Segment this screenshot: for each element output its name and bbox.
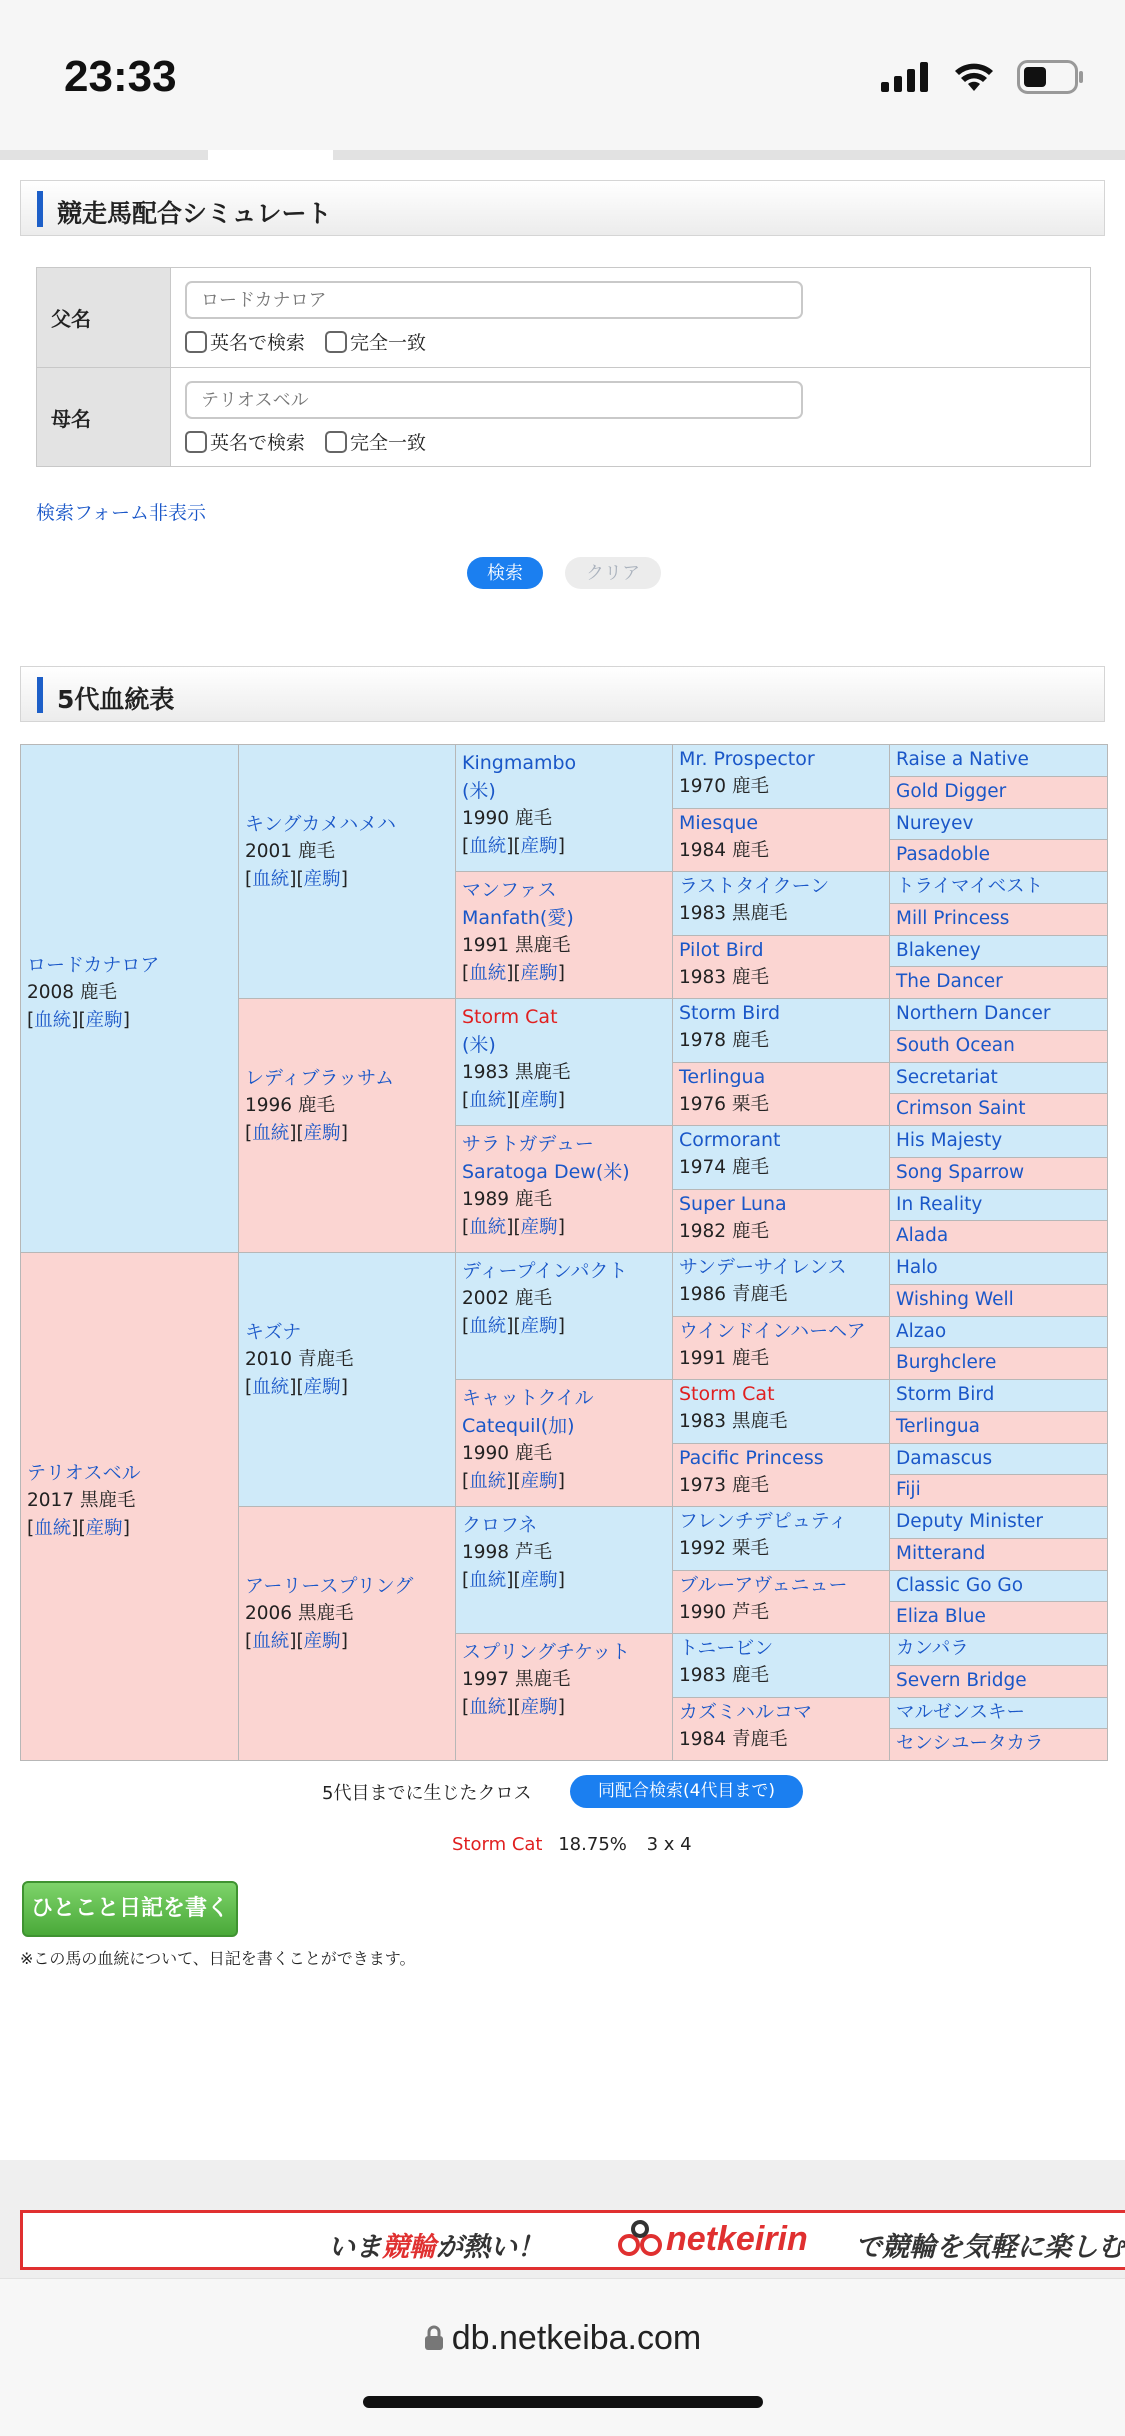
blood-link[interactable]: 血統 (252, 1377, 290, 1398)
pedigree-cell-g4 (672, 871, 890, 936)
horse-links: [血統][産駒] (462, 1217, 565, 1238)
horse-info: 1986 青鹿毛 (679, 1284, 788, 1305)
horse-name-link[interactable]: Terlingua (896, 1415, 980, 1437)
horse-name-link[interactable]: Storm Bird (679, 1002, 781, 1024)
pedigree-cell-g3 (455, 1379, 673, 1507)
horse-name-link[interactable]: Burghclere (896, 1352, 997, 1374)
status-bar (0, 0, 1125, 150)
pedigree-cell-g5 (889, 839, 1108, 872)
blood-link[interactable]: 血統 (34, 1518, 72, 1539)
horse-name-link[interactable]: ラストタイクーン (679, 875, 830, 897)
horse-info: 1984 青鹿毛 (679, 1728, 788, 1750)
pedigree-cell-g5 (889, 1157, 1108, 1190)
ad-text (328, 2225, 544, 2264)
foals-link[interactable]: 産駒 (303, 869, 341, 890)
horse-name-link[interactable]: アーリースプリング (245, 1575, 414, 1597)
horse-links: [血統][産駒] (245, 1631, 348, 1652)
pedigree-cell-g4 (672, 1189, 890, 1254)
pedigree-cell-g5 (889, 1728, 1108, 1761)
blood-link[interactable]: 血統 (252, 869, 290, 890)
horse-name-link[interactable]: カンパラ (896, 1638, 969, 1659)
horse-name-link[interactable]: Classic Go Go (896, 1574, 1024, 1596)
netkeirin-logo (618, 2219, 808, 2259)
horse-links: [血統][産駒] (245, 1377, 348, 1398)
horse-name-link[interactable]: Miesque (679, 811, 759, 834)
horse-info: 1990 芦毛 (679, 1601, 769, 1623)
pedigree-cell-g5 (889, 1189, 1108, 1222)
horse-alt-name[interactable]: (米) (462, 780, 496, 802)
horse-info: 1996 鹿毛 (245, 1095, 335, 1116)
horse-name-link[interactable]: Mitterand (896, 1542, 986, 1564)
cross-percent: 18.75% (558, 1834, 627, 1855)
pedigree-cell-g4 (672, 1062, 890, 1127)
horse-name-link[interactable]: Severn Bridge (896, 1669, 1027, 1691)
foals-link[interactable]: 産駒 (520, 1217, 558, 1238)
horse-links: [血統][産駒] (462, 963, 565, 984)
pedigree-cell-g5 (889, 744, 1108, 777)
horse-alt-name[interactable]: Catequil(加) (462, 1415, 575, 1437)
sire-label: 父名 (37, 268, 171, 367)
horse-info: 2006 黒鹿毛 (245, 1603, 354, 1624)
browser-url-bar[interactable] (0, 2278, 1125, 2436)
dam-label: 母名 (37, 368, 171, 466)
pedigree-cell-g4 (672, 1443, 890, 1508)
horse-info: 2017 黒鹿毛 (27, 1490, 136, 1511)
pedigree-cell-g5 (889, 1316, 1108, 1349)
pedigree-cell-g3 (455, 1125, 673, 1253)
horse-info: 2001 鹿毛 (245, 841, 335, 862)
pedigree-cell-g5 (889, 903, 1108, 936)
pedigree-cell-g4 (672, 1633, 890, 1698)
battery-icon (1017, 60, 1085, 94)
bicycle-icon (618, 2219, 662, 2259)
horse-info: 1997 黒鹿毛 (462, 1669, 571, 1690)
horse-info: 1998 芦毛 (462, 1542, 552, 1563)
pedigree-section-header (20, 666, 1105, 722)
pedigree-cell-g5 (889, 1284, 1108, 1317)
horse-info: 1973 鹿毛 (679, 1474, 769, 1496)
simulate-section-header (20, 180, 1105, 236)
lock-icon (424, 2325, 444, 2351)
blood-link[interactable]: 血統 (469, 1471, 507, 1492)
horse-name-link[interactable]: Damascus (896, 1447, 993, 1469)
pedigree-cell-g5 (889, 1570, 1108, 1603)
horse-name-link[interactable]: フレンチデピュティ (679, 1510, 848, 1532)
pedigree-cell-g5 (889, 1220, 1108, 1253)
pedigree-cell-g3 (455, 1633, 673, 1761)
clear-button[interactable]: クリア (565, 557, 661, 589)
pedigree-cell-g3 (455, 1506, 673, 1634)
dam-exact-checkbox[interactable] (325, 428, 426, 455)
checkbox-label: 完全一致 (350, 332, 427, 354)
cross-label: 5代目までに生じたクロス (322, 1783, 532, 1804)
horse-name-link[interactable]: Cormorant (679, 1129, 781, 1151)
blood-link[interactable]: 血統 (469, 1697, 507, 1718)
pedigree-cell-g5 (889, 1411, 1108, 1444)
checkbox-label: 英名で検索 (210, 332, 306, 354)
foals-link[interactable]: 産駒 (303, 1631, 341, 1652)
write-diary-button[interactable]: ひとこと日記を書く (22, 1881, 238, 1937)
horse-name-link[interactable]: ロードカナロア (27, 954, 160, 976)
horse-name-link[interactable]: Blakeney (896, 939, 981, 961)
pedigree-cell-g5 (889, 998, 1108, 1031)
pedigree-cell-g3 (455, 744, 673, 872)
horse-name-link[interactable]: Storm Bird (896, 1384, 995, 1405)
ad-pre: いま (328, 2232, 382, 2263)
horse-name-link[interactable]: サラトガデュー (462, 1133, 594, 1155)
horse-info: 1982 鹿毛 (679, 1220, 769, 1242)
horse-info: 2002 鹿毛 (462, 1288, 552, 1309)
pedigree-cell-g5 (889, 1443, 1108, 1476)
horse-info: 1992 栗毛 (679, 1538, 769, 1559)
horse-name-link[interactable]: Secretariat (896, 1066, 998, 1088)
sire-input[interactable] (185, 281, 803, 319)
horse-alt-name[interactable]: Manfath(愛) (462, 907, 574, 929)
pedigree-title: 5代血統表 (57, 685, 175, 714)
horse-info: 2010 青鹿毛 (245, 1349, 354, 1370)
horse-info: 1991 黒鹿毛 (462, 935, 571, 956)
blood-link[interactable]: 血統 (469, 1217, 507, 1238)
active-tab[interactable] (208, 150, 333, 160)
checkbox-label: 英名で検索 (210, 432, 306, 454)
pedigree-cell-g1 (20, 744, 239, 1253)
pedigree-cell-g5 (889, 1252, 1108, 1285)
horse-name-link[interactable]: センシユータカラ (896, 1733, 1044, 1755)
horse-name-link[interactable]: マルゼンスキー (896, 1701, 1025, 1723)
horse-name-link[interactable]: マンファス (462, 879, 557, 901)
pedigree-cell-g1 (20, 1252, 239, 1761)
pedigree-cell-g5 (889, 1538, 1108, 1571)
pedigree-cell-g5 (889, 1506, 1108, 1539)
same-cross-search-button[interactable]: 同配合検索(4代目まで) (570, 1775, 803, 1808)
horse-name-link[interactable]: In Reality (896, 1193, 983, 1215)
horse-name-link[interactable]: カズミハルコマ (679, 1700, 813, 1723)
horse-name-link[interactable]: トニービン (679, 1637, 774, 1659)
pedigree-cell-g5 (889, 1062, 1108, 1095)
section-bar (37, 191, 43, 227)
foals-link[interactable]: 産駒 (520, 1471, 558, 1492)
pedigree-cell-g5 (889, 1030, 1108, 1063)
logo-text: netkeirin (666, 2219, 808, 2258)
horse-name-link[interactable]: ディープインパクト (462, 1260, 628, 1282)
pedigree-cell-g4 (672, 935, 890, 1000)
pedigree-cell-g4 (672, 744, 890, 809)
horse-name-link[interactable]: Song Sparrow (896, 1161, 1025, 1183)
horse-name-link[interactable]: キャットクイル (462, 1387, 594, 1409)
horse-info: 1991 鹿毛 (679, 1347, 769, 1369)
netkeirin-ad-banner[interactable] (20, 2210, 1125, 2270)
url-value: db.netkeiba.com (451, 2319, 702, 2357)
foals-link[interactable]: 産駒 (85, 1518, 123, 1539)
ad-highlight: 競輪 (382, 2232, 436, 2263)
horse-name-link[interactable]: Kingmambo (462, 752, 577, 774)
horse-links: [血統][産駒] (462, 1697, 565, 1718)
sire-row (37, 268, 1090, 367)
horse-info: 1970 鹿毛 (679, 776, 769, 797)
horse-name-link[interactable]: Mr. Prospector (679, 748, 815, 770)
status-time: 23:33 (64, 52, 177, 101)
foals-link[interactable]: 産駒 (520, 1316, 558, 1337)
pedigree-cell-g5 (889, 1697, 1108, 1730)
horse-name-link[interactable]: Super Luna (679, 1192, 787, 1215)
blood-link[interactable]: 血統 (252, 1123, 290, 1144)
horse-name-link[interactable]: Fiji (896, 1479, 921, 1501)
blood-link[interactable]: 血統 (469, 1570, 507, 1591)
foals-link[interactable]: 産駒 (520, 836, 558, 857)
horse-name-link[interactable]: クロフネ (462, 1514, 538, 1536)
checkbox-box[interactable] (325, 431, 347, 453)
horse-links: [血統][産駒] (462, 1090, 565, 1111)
tab-strip (0, 150, 1125, 160)
pedigree-cell-g4 (672, 1316, 890, 1381)
horse-info: 2008 鹿毛 (27, 982, 117, 1003)
pedigree-cell-g4 (672, 1697, 890, 1762)
horse-name-link[interactable]: Halo (896, 1257, 938, 1278)
horse-name-link[interactable]: Eliza Blue (896, 1606, 986, 1628)
blood-link[interactable]: 血統 (469, 836, 507, 857)
diary-note: ※この馬の血統について、日記を書くことができます。 (20, 1949, 416, 1968)
pedigree-cell-g5 (889, 776, 1108, 809)
horse-name-link[interactable]: Raise a Native (896, 749, 1029, 770)
foals-link[interactable]: 産駒 (520, 1090, 558, 1111)
horse-info: 1983 黒鹿毛 (462, 1062, 571, 1083)
pedigree-cell-g5 (889, 1125, 1108, 1158)
horse-links: [血統][産駒] (462, 836, 565, 857)
pedigree-cell-g2 (238, 1252, 456, 1507)
sire-english-checkbox[interactable] (185, 328, 305, 355)
cross-row (452, 1834, 692, 1855)
pedigree-cell-g5 (889, 1474, 1108, 1507)
horse-name-link[interactable]: ウインドインハーヘア (679, 1319, 866, 1342)
checkbox-label: 完全一致 (350, 432, 427, 454)
pedigree-cell-g5 (889, 1633, 1108, 1666)
horse-name-link[interactable]: The Dancer (896, 971, 1003, 993)
cross-horse-link[interactable]: Storm Cat (452, 1834, 543, 1855)
cross-pattern: 3 x 4 (646, 1834, 692, 1855)
url-text (0, 2319, 1125, 2358)
horse-name-link[interactable]: Alzao (896, 1320, 947, 1342)
horse-name-link[interactable]: Alada (896, 1225, 949, 1247)
pedigree-cell-g5 (889, 1665, 1108, 1698)
pedigree-cell-g5 (889, 1601, 1108, 1634)
horse-info: 1983 鹿毛 (679, 966, 769, 988)
horse-links: [血統][産駒] (27, 1010, 130, 1031)
pedigree-cell-g5 (889, 871, 1108, 904)
home-indicator (363, 2396, 763, 2408)
pedigree-cell-g5 (889, 966, 1108, 999)
ad-tail: で競輪を気軽に楽しむ (855, 2232, 1125, 2263)
search-button[interactable]: 検索 (467, 557, 543, 589)
foals-link[interactable]: 産駒 (85, 1010, 123, 1031)
blood-link[interactable]: 血統 (252, 1631, 290, 1652)
horse-name-link[interactable]: ブルーアヴェニュー (679, 1573, 848, 1596)
horse-name-link[interactable]: Wishing Well (896, 1288, 1014, 1310)
horse-links: [血統][産駒] (27, 1518, 130, 1539)
pedigree-cell-g2 (238, 1506, 456, 1761)
checkbox-box[interactable] (185, 431, 207, 453)
horse-info: 1983 鹿毛 (679, 1665, 769, 1686)
foals-link[interactable]: 産駒 (520, 1697, 558, 1718)
horse-info: 1983 黒鹿毛 (679, 903, 788, 924)
pedigree-cell-g3 (455, 998, 673, 1126)
ad-post: が熱い！ (436, 2232, 544, 2263)
horse-name-link[interactable]: Pacific Princess (679, 1446, 824, 1469)
horse-name-link[interactable]: Deputy Minister (896, 1511, 1044, 1532)
horse-name-link[interactable]: キズナ (245, 1321, 302, 1343)
pedigree-table (20, 744, 1107, 1760)
horse-info: 1978 鹿毛 (679, 1030, 769, 1051)
blood-link[interactable]: 血統 (469, 1316, 507, 1337)
blood-link[interactable]: 血統 (469, 963, 507, 984)
simulate-title: 競走馬配合シミュレート (57, 199, 332, 228)
signal-icon (881, 62, 931, 92)
checkbox-box[interactable] (185, 331, 207, 353)
horse-name-link[interactable]: キングカメハメハ (245, 813, 397, 835)
pedigree-cell-g4 (672, 1506, 890, 1571)
blood-link[interactable]: 血統 (469, 1090, 507, 1111)
horse-name-link[interactable]: Storm Cat (679, 1383, 775, 1405)
horse-name-link[interactable]: Northern Dancer (896, 1003, 1051, 1024)
horse-name-link[interactable]: Mill Princess (896, 907, 1010, 929)
horse-name-link[interactable]: Pilot Bird (679, 938, 764, 961)
pedigree-cell-g5 (889, 935, 1108, 968)
blood-link[interactable]: 血統 (34, 1010, 72, 1031)
horse-name-link[interactable]: Crimson Saint (896, 1098, 1026, 1120)
pedigree-cell-g5 (889, 1093, 1108, 1126)
dam-english-checkbox[interactable] (185, 428, 305, 455)
foals-link[interactable]: 産駒 (520, 963, 558, 984)
horse-alt-name[interactable]: Saratoga Dew(米) (462, 1161, 630, 1183)
pedigree-cell-g2 (238, 744, 456, 999)
hide-form-link[interactable]: 検索フォーム非表示 (36, 502, 207, 524)
horse-name-link[interactable]: His Majesty (896, 1130, 1003, 1151)
horse-name-link[interactable]: Pasadoble (896, 844, 990, 866)
horse-name-link[interactable]: Storm Cat (462, 1006, 558, 1028)
horse-info: 1990 鹿毛 (462, 1443, 552, 1464)
search-form (36, 267, 1091, 467)
pedigree-cell-g4 (672, 808, 890, 873)
pedigree-cell-g4 (672, 1570, 890, 1635)
pedigree-cell-g5 (889, 808, 1108, 841)
wifi-icon (953, 61, 995, 93)
pedigree-cell-g5 (889, 1347, 1108, 1380)
horse-info: 1989 鹿毛 (462, 1189, 552, 1210)
horse-info: 1990 鹿毛 (462, 808, 552, 829)
horse-name-link[interactable]: レディブラッサム (245, 1067, 395, 1089)
status-icons (881, 60, 1085, 94)
foals-link[interactable]: 産駒 (303, 1123, 341, 1144)
horse-info: 1976 栗毛 (679, 1093, 769, 1115)
horse-name-link[interactable]: サンデーサイレンス (679, 1256, 847, 1278)
horse-name-link[interactable]: Terlingua (679, 1065, 766, 1088)
section-bar (37, 677, 43, 713)
horse-links: [血統][産駒] (462, 1316, 565, 1337)
horse-name-link[interactable]: テリオスベル (27, 1462, 141, 1484)
horse-info: 1984 鹿毛 (679, 839, 769, 861)
checkbox-box[interactable] (325, 331, 347, 353)
pedigree-cell-g3 (455, 1252, 673, 1380)
horse-links: [血統][産駒] (462, 1471, 565, 1492)
pedigree-cell-g2 (238, 998, 456, 1253)
horse-links: [血統][産駒] (245, 1123, 348, 1144)
horse-name-link[interactable]: Gold Digger (896, 780, 1007, 802)
pedigree-cell-g4 (672, 1379, 890, 1444)
pedigree-cell-g4 (672, 1125, 890, 1190)
sire-exact-checkbox[interactable] (325, 328, 426, 355)
horse-name-link[interactable]: トライマイベスト (896, 876, 1044, 897)
horse-links: [血統][産駒] (462, 1570, 565, 1591)
pedigree-cell-g3 (455, 871, 673, 999)
horse-links: [血統][産駒] (245, 869, 348, 890)
pedigree-cell-g4 (672, 1252, 890, 1317)
horse-alt-name[interactable]: (米) (462, 1034, 496, 1056)
horse-name-link[interactable]: South Ocean (896, 1034, 1015, 1056)
dam-input[interactable] (185, 381, 803, 419)
horse-name-link[interactable]: スプリングチケット (462, 1641, 631, 1663)
foals-link[interactable]: 産駒 (303, 1377, 341, 1398)
dam-row (37, 367, 1090, 466)
pedigree-cell-g4 (672, 998, 890, 1063)
horse-info: 1983 黒鹿毛 (679, 1411, 788, 1432)
pedigree-cell-g5 (889, 1379, 1108, 1412)
horse-name-link[interactable]: Nureyev (896, 812, 974, 834)
foals-link[interactable]: 産駒 (520, 1570, 558, 1591)
horse-info: 1974 鹿毛 (679, 1157, 769, 1178)
